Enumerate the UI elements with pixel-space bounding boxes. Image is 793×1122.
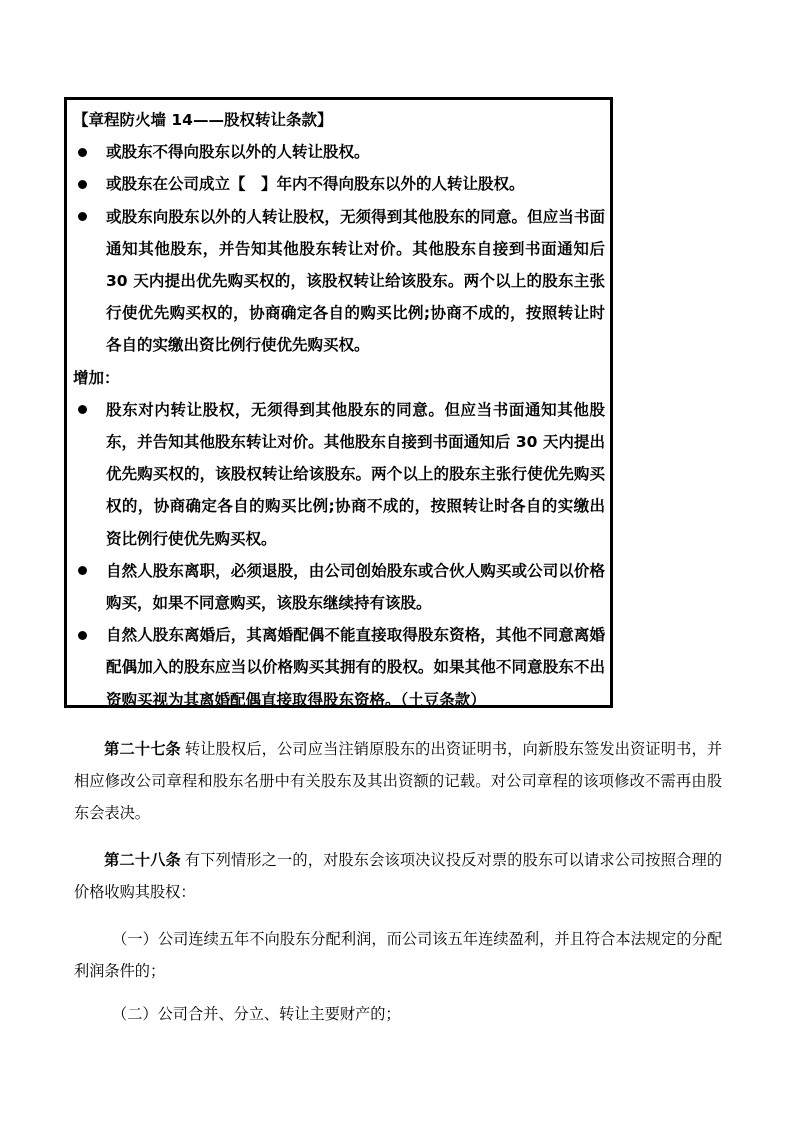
article-text: 转让股权后，公司应当注销原股东的出资证明书，向新股东签发出资证明书，并相应修改公司章程和股东名册中有关股东及其出资额的记载。对公司章程的该项修改不需再由股东会表决。 xyxy=(74,740,723,822)
list-item xyxy=(73,136,605,168)
list-item xyxy=(73,394,605,555)
bullet-dot-icon xyxy=(73,201,106,233)
bullet-dot-icon xyxy=(73,619,106,651)
list-item-text: 或股东向股东以外的人转让股权，无须得到其他股东的同意。但应当书面通知其他股东，并告知其他股东转让对价。其他股东自接到书面通知后 30 天内提出优先购买权的，该股权转让给该股东。两个以上的股东主张行使优先购买权的，协商确定各自的购买比例;协商不成的，按照转让时各自的实缴出资比例行使优先购买权。 xyxy=(106,207,605,355)
bullet-dot-icon xyxy=(73,136,106,168)
article-text: 有下列情形之一的，对股东会该项决议投反对票的股东可以请求公司按照合理的价格收购其股权： xyxy=(74,851,723,901)
box-title: 【章程防火墙 14——股权转让条款】 xyxy=(73,111,333,129)
article-item xyxy=(74,998,722,1030)
list-item-text: 自然人股东离婚后，其离婚配偶不能直接取得股东资格，其他不同意离婚配偶加入的股东应当以价格购买其拥有的股权。如果其他不同意股东不出资购买视为其离婚配偶直接取得股东资格。（土豆条款） xyxy=(106,626,605,709)
bullet-dot-icon xyxy=(73,555,106,587)
article-item xyxy=(74,923,722,987)
list-item xyxy=(73,168,605,200)
list-item xyxy=(73,619,605,716)
bullet-dot-icon xyxy=(73,394,106,426)
list-item-text: 或股东不得向股东以外的人转让股权。 xyxy=(106,143,370,162)
list-item-text: 股东对内转让股权，无须得到其他股东的同意。但应当书面通知其他股东，并告知其他股东转让对价。其他股东自接到书面通知后 30 天内提出优先购买权的，该股权转让给该股东。两个以上的股东主张行使优先购买权的，协商确定各自的购买比例;协商不成的，按照转让时各自的实缴出资比例行使优先购买权。 xyxy=(106,400,605,548)
list-item-text: 或股东在公司成立【 】年内不得向股东以外的人转让股权。 xyxy=(106,175,525,194)
firewall-clause-box xyxy=(64,97,613,708)
article-heading: 第二十七条 xyxy=(104,740,181,758)
article-27 xyxy=(74,733,722,829)
article-item-text: （二）公司合并、分立、转让主要财产的； xyxy=(112,1005,401,1023)
list-item xyxy=(73,555,605,619)
article-heading: 第二十八条 xyxy=(104,851,181,869)
article-28 xyxy=(74,844,722,908)
list-item xyxy=(73,201,605,362)
article-item-text: （一）公司连续五年不向股东分配利润，而公司该五年连续盈利，并且符合本法规定的分配利润条件的； xyxy=(74,930,722,980)
section-label: 增加： xyxy=(73,368,120,387)
list-item-text: 自然人股东离职，必须退股，由公司创始股东或合伙人购买或公司以价格购买，如果不同意购买，该股东继续持有该股。 xyxy=(106,561,605,613)
bullet-dot-icon xyxy=(73,168,106,200)
